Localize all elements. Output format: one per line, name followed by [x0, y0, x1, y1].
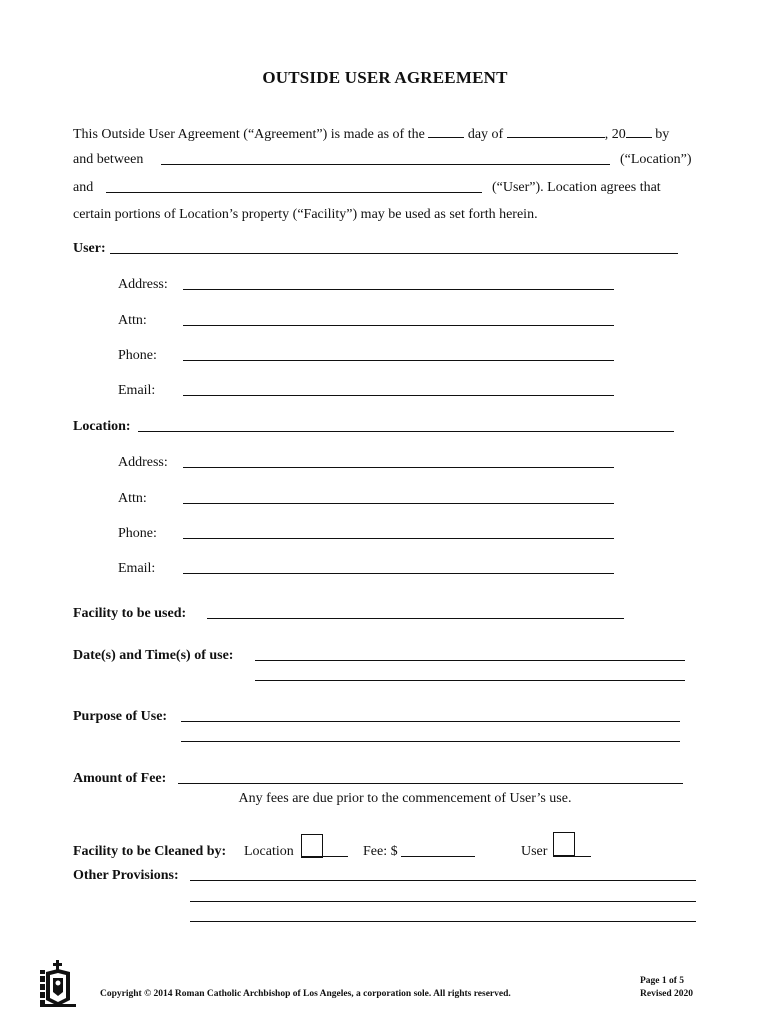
purpose-label: Purpose of Use: — [73, 709, 168, 724]
cleaned-location-checkbox[interactable] — [301, 834, 323, 858]
user-attn-label: Attn: — [118, 313, 147, 328]
other-field-1[interactable] — [190, 880, 696, 881]
dates-field-1[interactable] — [255, 660, 685, 661]
purpose-field-2[interactable] — [181, 741, 680, 742]
intro-text: This Outside User Agreement (“Agreement”) is made as of the — [73, 127, 425, 142]
intro-line-1 — [73, 125, 669, 143]
facility-field[interactable] — [207, 618, 624, 619]
dates-label: Date(s) and Time(s) of use: — [73, 648, 234, 663]
year-field[interactable] — [626, 125, 652, 138]
fee-note: Any fees are due prior to the commencement of User’s use. — [238, 791, 572, 806]
intro-text: by — [655, 127, 670, 142]
dates-field-2[interactable] — [255, 680, 685, 681]
user-name-field[interactable] — [106, 192, 482, 193]
cleaned-user-label: User — [521, 844, 548, 859]
cleaned-user-checkbox[interactable] — [553, 832, 575, 856]
facility-label: Facility to be used: — [73, 606, 187, 621]
user-address-field[interactable] — [183, 289, 614, 290]
user-phone-label: Phone: — [118, 348, 157, 363]
location-email-field[interactable] — [183, 573, 614, 574]
intro-text: and between — [73, 152, 144, 167]
other-label: Other Provisions: — [73, 868, 179, 883]
intro-text: certain portions of Location’s property (“Facility”) may be used as set forth herein. — [73, 207, 538, 222]
other-field-3[interactable] — [190, 921, 696, 922]
day-field[interactable] — [428, 125, 464, 138]
location-phone-label: Phone: — [118, 526, 157, 541]
user-address-label: Address: — [118, 277, 168, 292]
copyright-text: Copyright © 2014 Roman Catholic Archbishop of Los Angeles, a corporation sole. All rights reserved. — [100, 989, 511, 999]
user-field[interactable] — [110, 253, 678, 254]
location-address-field[interactable] — [183, 467, 614, 468]
location-label: Location: — [73, 419, 131, 434]
cleaned-user-line — [553, 856, 591, 857]
location-name-field[interactable] — [161, 164, 610, 165]
archdiocese-logo-icon — [38, 960, 78, 1008]
user-email-field[interactable] — [183, 395, 614, 396]
page-number: Page 1 of 5 — [640, 976, 685, 986]
other-field-2[interactable] — [190, 901, 696, 902]
location-address-label: Address: — [118, 455, 168, 470]
intro-text: day of — [467, 127, 504, 142]
cleaned-fee-field[interactable] — [401, 856, 475, 857]
month-field[interactable] — [507, 125, 605, 138]
location-email-label: Email: — [118, 561, 156, 576]
fee-field[interactable] — [178, 783, 683, 784]
location-attn-label: Attn: — [118, 491, 147, 506]
intro-text: (“User”). Location agrees that — [492, 180, 661, 195]
cleaned-location-line — [301, 856, 348, 857]
revised-date: Revised 2020 — [640, 989, 694, 999]
user-attn-field[interactable] — [183, 325, 614, 326]
fee-label: Amount of Fee: — [73, 771, 167, 786]
cleaned-fee-label: Fee: $ — [363, 844, 398, 859]
intro-text: , 20 — [604, 127, 626, 142]
user-email-label: Email: — [118, 383, 156, 398]
document-title: OUTSIDE USER AGREEMENT — [262, 68, 508, 87]
user-label: User: — [73, 241, 106, 256]
location-field[interactable] — [138, 431, 674, 432]
location-attn-field[interactable] — [183, 503, 614, 504]
intro-text: (“Location”) — [620, 152, 692, 167]
cleaned-label: Facility to be Cleaned by: — [73, 844, 227, 859]
purpose-field-1[interactable] — [181, 721, 680, 722]
cleaned-location-label: Location — [244, 844, 294, 859]
intro-text: and — [73, 180, 94, 195]
user-phone-field[interactable] — [183, 360, 614, 361]
location-phone-field[interactable] — [183, 538, 614, 539]
